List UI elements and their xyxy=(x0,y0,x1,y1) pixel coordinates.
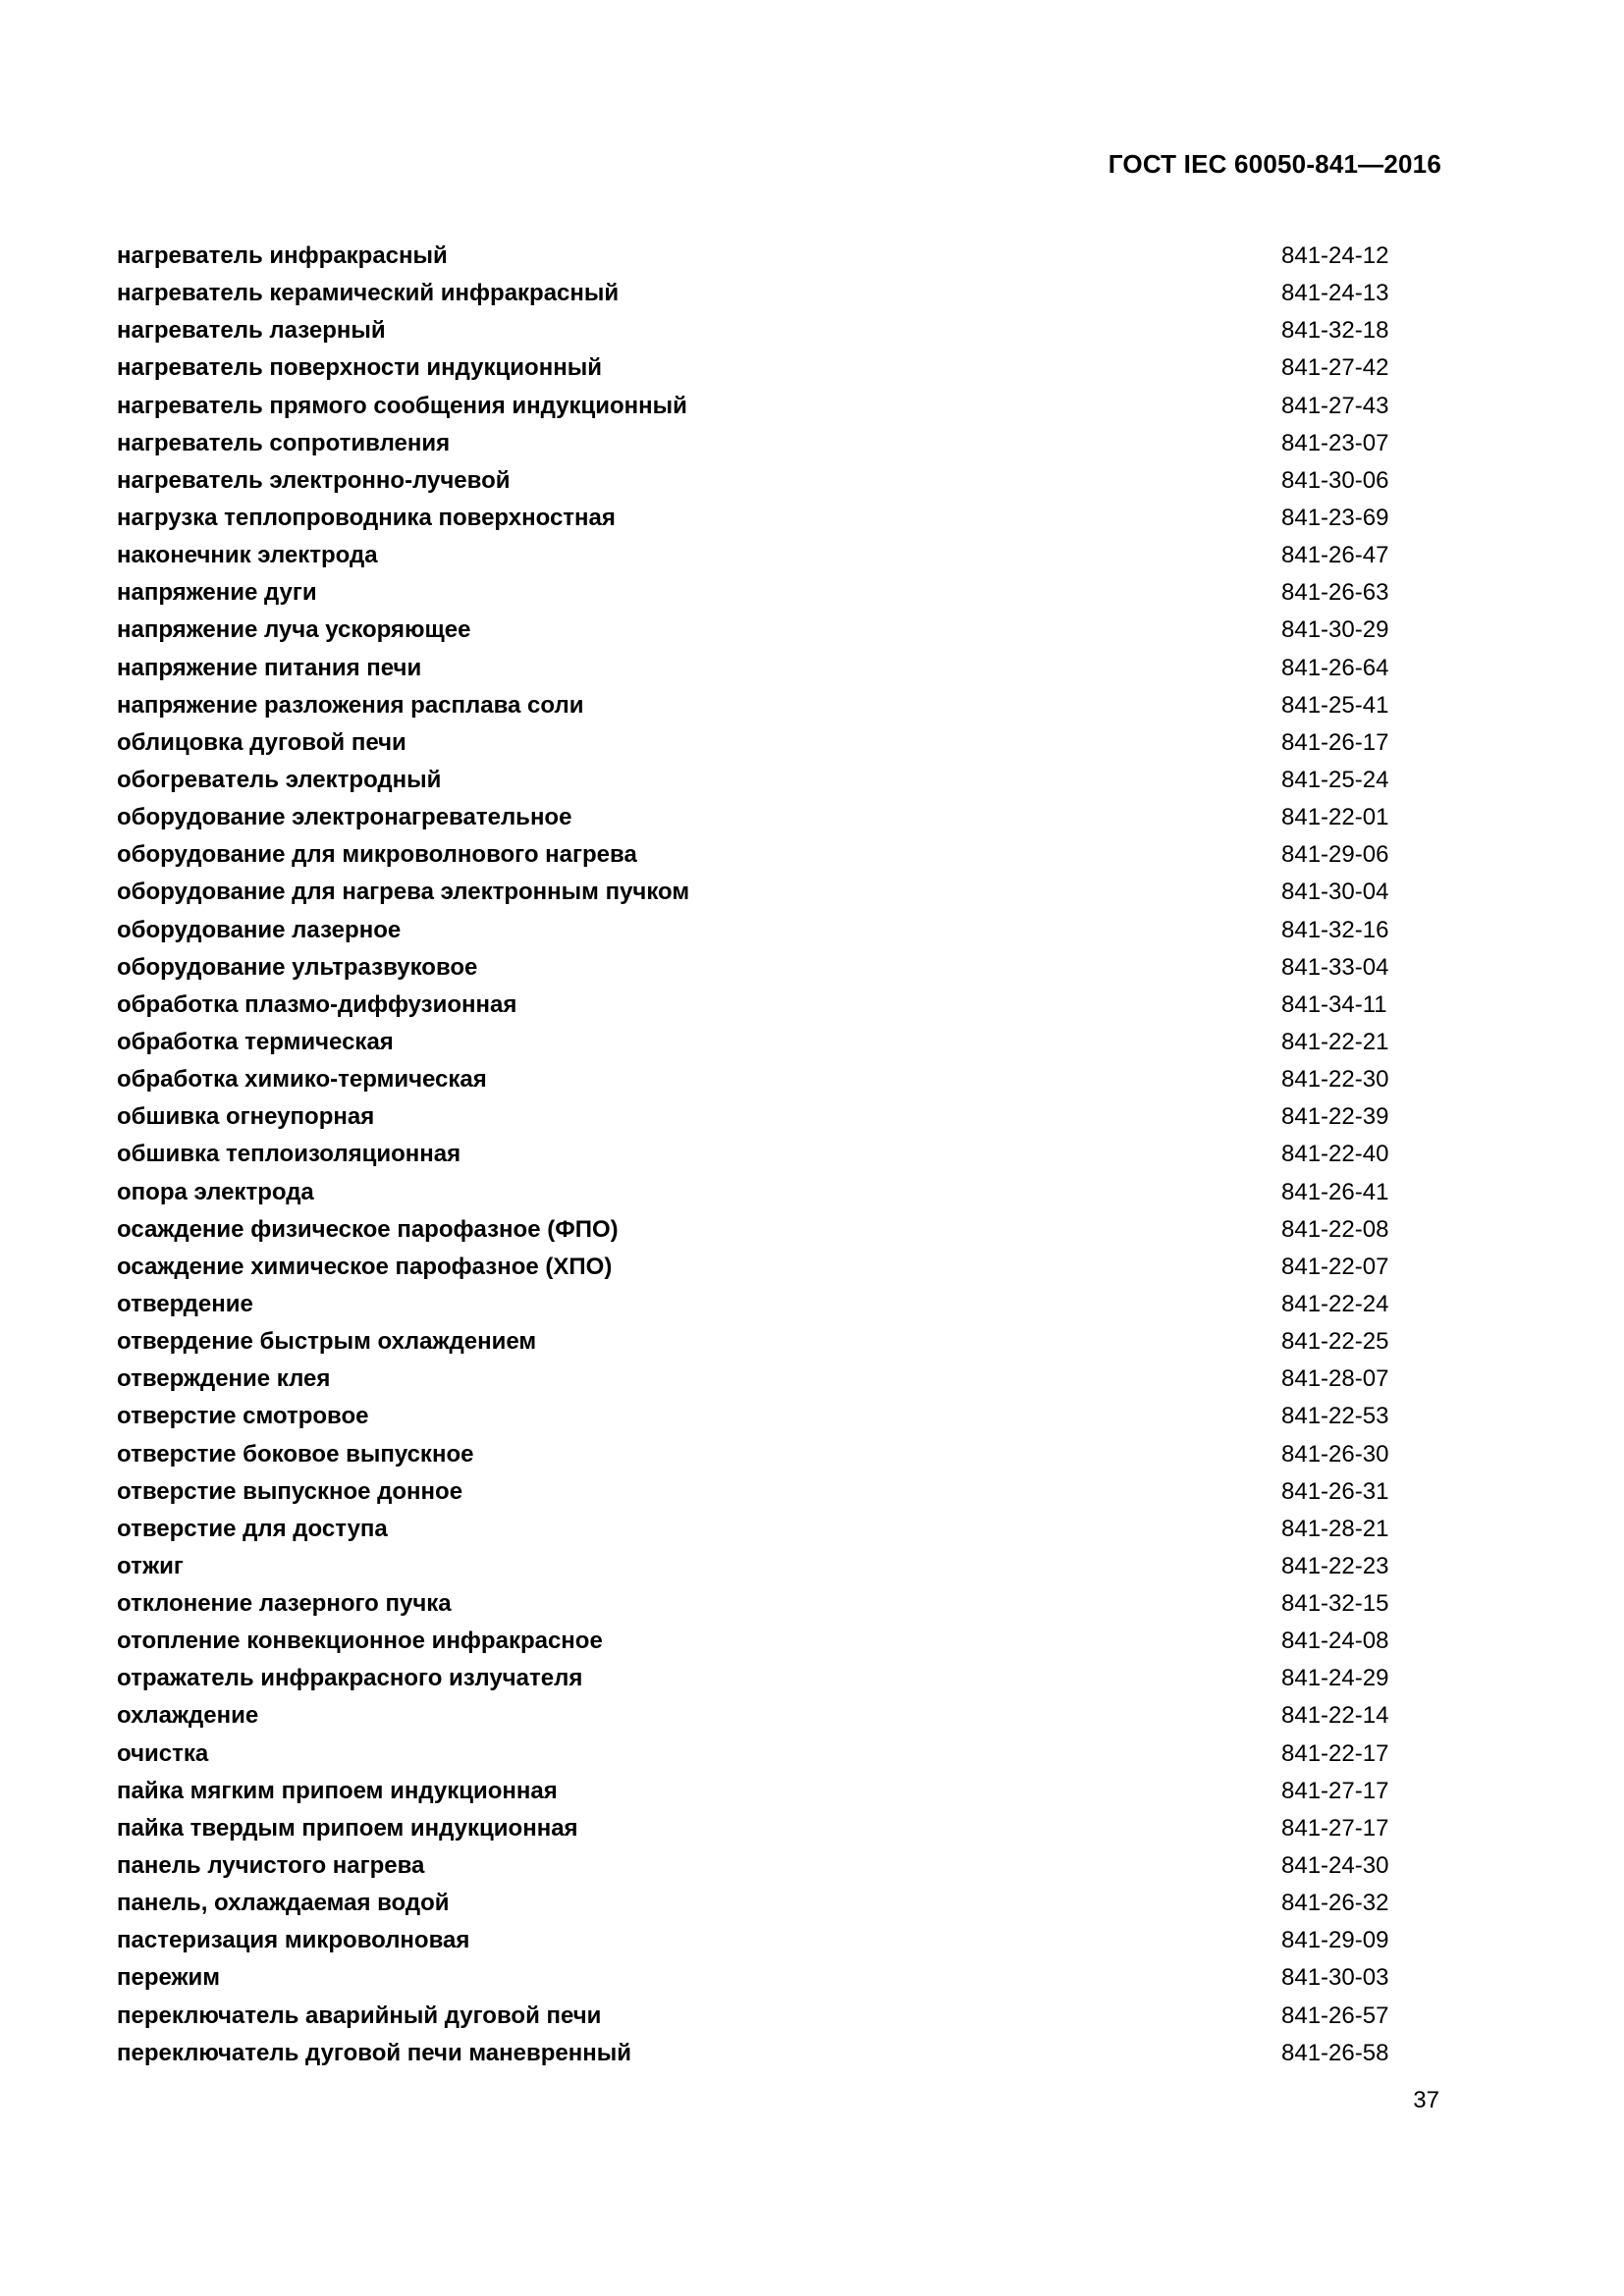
entry-code: 841-26-57 xyxy=(1281,2002,1389,2029)
entry-term: охлаждение xyxy=(117,1702,259,1730)
entry-term: обогреватель электродный xyxy=(117,766,442,793)
entry-code: 841-28-21 xyxy=(1281,1515,1389,1542)
index-entry xyxy=(117,612,1393,649)
index-entry xyxy=(117,724,1393,762)
entry-code: 841-25-41 xyxy=(1281,691,1389,719)
entry-term: нагреватель сопротивления xyxy=(117,429,451,456)
entry-code: 841-27-17 xyxy=(1281,1814,1389,1842)
entry-term: пайка мягким припоем индукционная xyxy=(117,1777,558,1804)
entry-term: оборудование для нагрева электронным пучком xyxy=(117,879,690,906)
entry-term: опора электрода xyxy=(117,1178,314,1205)
entry-code: 841-24-30 xyxy=(1281,1852,1389,1880)
entry-term: отражатель инфракрасного излучателя xyxy=(117,1665,583,1692)
index-entry xyxy=(117,1211,1393,1249)
entry-term: напряжение питания печи xyxy=(117,654,422,681)
entry-term: обработка химико-термическая xyxy=(117,1066,487,1094)
entry-term: обработка термическая xyxy=(117,1028,394,1055)
entry-code: 841-30-06 xyxy=(1281,466,1389,494)
index-entry xyxy=(117,949,1393,987)
entry-term: оборудование лазерное xyxy=(117,916,402,943)
entry-code: 841-22-40 xyxy=(1281,1141,1389,1168)
entry-term: нагрузка теплопроводника поверхностная xyxy=(117,504,616,531)
entry-code: 841-32-15 xyxy=(1281,1590,1389,1618)
entry-term: переключатель аварийный дуговой печи xyxy=(117,2002,602,2029)
entry-code: 841-22-24 xyxy=(1281,1290,1389,1317)
index-entry xyxy=(117,836,1393,874)
index-entry xyxy=(117,574,1393,612)
index-entry xyxy=(117,349,1393,387)
entry-term: напряжение дуги xyxy=(117,579,317,607)
entry-code: 841-22-23 xyxy=(1281,1552,1389,1579)
entry-code: 841-26-64 xyxy=(1281,654,1389,681)
index-entry xyxy=(117,1773,1393,1810)
index-entry xyxy=(117,1623,1393,1660)
entry-code: 841-24-29 xyxy=(1281,1665,1389,1692)
entry-code: 841-22-08 xyxy=(1281,1215,1389,1243)
index-entry xyxy=(117,1511,1393,1548)
index-entry xyxy=(117,1249,1393,1286)
index-entry xyxy=(117,687,1393,724)
index-entry xyxy=(117,1174,1393,1211)
entry-term: напряжение разложения расплава соли xyxy=(117,691,584,719)
entry-code: 841-27-42 xyxy=(1281,354,1389,382)
entry-code: 841-26-63 xyxy=(1281,579,1389,607)
entry-code: 841-28-07 xyxy=(1281,1365,1389,1393)
index-entry xyxy=(117,425,1393,462)
index-entry xyxy=(117,874,1393,911)
index-entry xyxy=(117,2035,1393,2072)
entry-term: облицовка дуговой печи xyxy=(117,728,406,756)
entry-term: отверстие смотровое xyxy=(117,1403,369,1430)
entry-code: 841-24-13 xyxy=(1281,280,1389,307)
index-entry xyxy=(117,1024,1393,1061)
entry-term: оборудование для микроволнового нагрева xyxy=(117,841,637,869)
entry-code: 841-22-14 xyxy=(1281,1702,1389,1730)
entry-term: отверждение клея xyxy=(117,1365,331,1393)
entry-code: 841-27-17 xyxy=(1281,1777,1389,1804)
index-entry xyxy=(117,312,1393,349)
index-entry xyxy=(117,1061,1393,1098)
index-entry xyxy=(117,1998,1393,2035)
entry-term: обработка плазмо-диффузионная xyxy=(117,990,517,1018)
entry-term: отверстие боковое выпускное xyxy=(117,1440,474,1468)
entry-term: нагреватель прямого сообщения индукционный xyxy=(117,392,687,419)
index-entry xyxy=(117,1660,1393,1697)
index-entry xyxy=(117,1098,1393,1136)
index-entry xyxy=(117,1847,1393,1885)
entry-term: панель, охлаждаемая водой xyxy=(117,1890,450,1917)
index-entry xyxy=(117,537,1393,574)
entry-term: отверстие выпускное донное xyxy=(117,1477,463,1505)
entry-term: отклонение лазерного пучка xyxy=(117,1590,452,1618)
entry-code: 841-29-09 xyxy=(1281,1927,1389,1954)
page-number: 37 xyxy=(1413,2087,1439,2113)
index-entry xyxy=(117,1885,1393,1922)
index-entry xyxy=(117,1697,1393,1735)
entry-code: 841-26-32 xyxy=(1281,1890,1389,1917)
index-entry xyxy=(117,238,1393,275)
index-entry xyxy=(117,1398,1393,1435)
index-entry xyxy=(117,1548,1393,1585)
index-entry xyxy=(117,500,1393,537)
entry-term: отопление конвекционное инфракрасное xyxy=(117,1628,603,1655)
index-entry xyxy=(117,1473,1393,1511)
entry-code: 841-22-30 xyxy=(1281,1066,1389,1094)
entry-term: пережим xyxy=(117,1964,221,1992)
index-entry xyxy=(117,275,1393,312)
entry-code: 841-22-01 xyxy=(1281,804,1389,831)
index-entry xyxy=(117,462,1393,500)
index-entry xyxy=(117,1361,1393,1398)
entry-term: обшивка теплоизоляционная xyxy=(117,1141,461,1168)
document-header: ГОСТ IEC 60050-841—2016 xyxy=(1108,149,1441,179)
entry-code: 841-22-39 xyxy=(1281,1103,1389,1131)
entry-term: очистка xyxy=(117,1739,209,1767)
entry-code: 841-22-17 xyxy=(1281,1739,1389,1767)
entry-term: нагреватель электронно-лучевой xyxy=(117,466,511,494)
entry-code: 841-24-12 xyxy=(1281,242,1389,269)
entry-term: оборудование электронагревательное xyxy=(117,804,572,831)
index-entry xyxy=(117,1136,1393,1173)
index-entry xyxy=(117,799,1393,836)
entry-code: 841-26-41 xyxy=(1281,1178,1389,1205)
entry-code: 841-26-31 xyxy=(1281,1477,1389,1505)
entry-term: нагреватель инфракрасный xyxy=(117,242,448,269)
index-entry xyxy=(117,1323,1393,1361)
entry-code: 841-22-53 xyxy=(1281,1403,1389,1430)
entry-code: 841-27-43 xyxy=(1281,392,1389,419)
entry-code: 841-32-18 xyxy=(1281,317,1389,345)
index-entry xyxy=(117,1735,1393,1773)
entry-code: 841-33-04 xyxy=(1281,953,1389,981)
index-entry xyxy=(117,388,1393,425)
index-entry xyxy=(117,1585,1393,1623)
index-entry xyxy=(117,1286,1393,1323)
entry-term: напряжение луча ускоряющее xyxy=(117,616,471,644)
entry-term: панель лучистого нагрева xyxy=(117,1852,425,1880)
entry-code: 841-29-06 xyxy=(1281,841,1389,869)
index-entry xyxy=(117,1810,1393,1847)
entry-term: осаждение физическое парофазное (ФПО) xyxy=(117,1215,619,1243)
entry-term: пастеризация микроволновая xyxy=(117,1927,470,1954)
entry-term: отвердение быстрым охлаждением xyxy=(117,1328,537,1356)
entry-code: 841-24-08 xyxy=(1281,1628,1389,1655)
entry-term: пайка твердым припоем индукционная xyxy=(117,1814,578,1842)
index-entry xyxy=(117,987,1393,1024)
entry-term: нагреватель лазерный xyxy=(117,317,386,345)
index-entry xyxy=(117,762,1393,799)
entry-code: 841-26-47 xyxy=(1281,542,1389,569)
entry-code: 841-26-58 xyxy=(1281,2039,1389,2066)
index-entry xyxy=(117,1959,1393,1997)
index-entry xyxy=(117,912,1393,949)
entry-code: 841-34-11 xyxy=(1281,990,1387,1018)
index-entry xyxy=(117,1922,1393,1959)
index-entry xyxy=(117,1436,1393,1473)
entry-term: отжиг xyxy=(117,1552,184,1579)
entry-code: 841-26-30 xyxy=(1281,1440,1389,1468)
entry-code: 841-30-03 xyxy=(1281,1964,1389,1992)
entry-code: 841-26-17 xyxy=(1281,728,1389,756)
entry-term: отвердение xyxy=(117,1290,253,1317)
entry-term: нагреватель керамический инфракрасный xyxy=(117,280,620,307)
entry-code: 841-22-21 xyxy=(1281,1028,1389,1055)
entry-code: 841-30-04 xyxy=(1281,879,1389,906)
entry-code: 841-23-07 xyxy=(1281,429,1389,456)
entry-term: отверстие для доступа xyxy=(117,1515,388,1542)
entry-code: 841-25-24 xyxy=(1281,766,1389,793)
entry-term: нагреватель поверхности индукционный xyxy=(117,354,602,382)
entry-code: 841-30-29 xyxy=(1281,616,1389,644)
entry-term: осаждение химическое парофазное (ХПО) xyxy=(117,1253,613,1280)
entry-term: оборудование ультразвуковое xyxy=(117,953,478,981)
entry-term: обшивка огнеупорная xyxy=(117,1103,375,1131)
entry-term: наконечник электрода xyxy=(117,542,378,569)
entry-term: переключатель дуговой печи маневренный xyxy=(117,2039,632,2066)
entry-code: 841-22-07 xyxy=(1281,1253,1389,1280)
entry-code: 841-32-16 xyxy=(1281,916,1389,943)
entry-code: 841-22-25 xyxy=(1281,1328,1389,1356)
term-index-list xyxy=(117,238,1393,2072)
entry-code: 841-23-69 xyxy=(1281,504,1389,531)
index-entry xyxy=(117,650,1393,687)
